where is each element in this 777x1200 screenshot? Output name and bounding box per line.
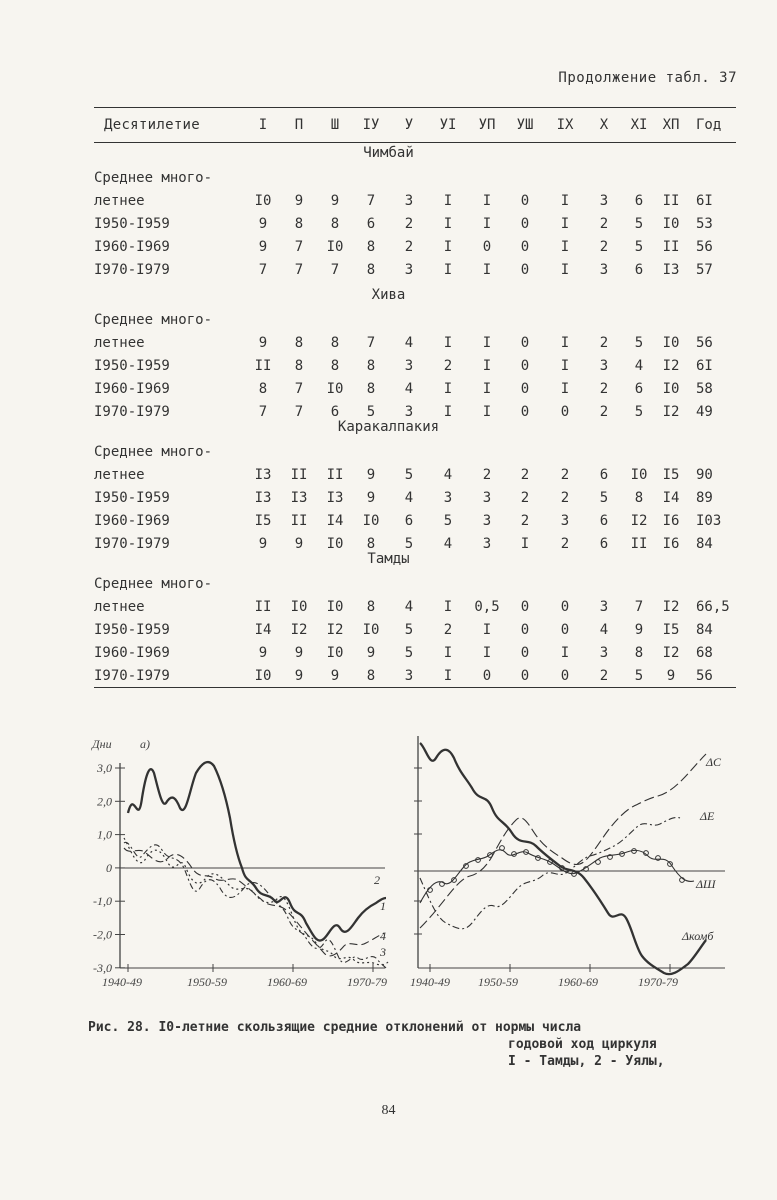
table-cell: 2 (599, 239, 609, 255)
year-total-cell: 90 (696, 467, 713, 483)
right-curve-label-komb: Δкомб (682, 929, 714, 943)
table-cell: I (482, 193, 492, 209)
table-cell: 5 (634, 216, 644, 232)
table-cell: I (443, 239, 453, 255)
table-cell: I0 (254, 668, 272, 684)
table-cell: I0 (662, 381, 680, 397)
region-heading: Тамды (367, 551, 410, 567)
table-cell: I (482, 404, 492, 420)
table-cell: 9 (294, 668, 304, 684)
table-cell: 0 (520, 404, 530, 420)
year-total-cell: 6I (696, 358, 713, 374)
x-tick-label: 1940-49 (410, 975, 450, 989)
table-cell: 7 (634, 599, 644, 615)
table-cell: 5 (634, 668, 644, 684)
month-column-header: П (294, 117, 304, 133)
table-cell: 5 (599, 490, 609, 506)
continuation-note: Продолжение табл. 37 (558, 70, 737, 86)
table-top-rule (94, 107, 736, 108)
year-total-cell: 89 (696, 490, 713, 506)
table-cell: 2 (404, 239, 414, 255)
table-cell: I (482, 645, 492, 661)
table-cell: 3 (404, 358, 414, 374)
table-cell: I2 (326, 622, 344, 638)
month-column-header: XI (630, 117, 648, 133)
left-curve-label-1: 1 (380, 899, 386, 913)
table-cell: I (443, 645, 453, 661)
table-cell: 0 (520, 668, 530, 684)
y-tick-label: 2,0 (97, 794, 112, 809)
table-cell: I (560, 335, 570, 351)
caption-line-1: Рис. 28. I0-летние скользящие средние отклонений от нормы числа (88, 1020, 582, 1035)
table-cell: 0 (560, 668, 570, 684)
month-column-header: УП (478, 117, 496, 133)
year-total-cell: 84 (696, 536, 713, 552)
table-cell: 0 (520, 622, 530, 638)
table-cell: I (443, 193, 453, 209)
x-tick-label: 1940-49 (102, 975, 142, 989)
month-column-header: У (404, 117, 414, 133)
table-cell: I2 (290, 622, 308, 638)
table-cell: 2 (599, 335, 609, 351)
table-cell: 8 (634, 490, 644, 506)
table-cell: 2 (520, 490, 530, 506)
figure-chart (0, 728, 777, 998)
y-tick-label: 1,0 (97, 827, 112, 842)
table-cell: I0 (326, 645, 344, 661)
table-cell: 8 (366, 381, 376, 397)
table-cell: 7 (294, 381, 304, 397)
decade-column-header: Десятилетие (104, 117, 201, 133)
table-cell: I0 (662, 335, 680, 351)
table-cell: I (443, 404, 453, 420)
table-cell: 8 (634, 645, 644, 661)
right-curve-label-c: ΔC (706, 755, 722, 769)
table-cell: 2 (560, 536, 570, 552)
table-cell: 3 (599, 193, 609, 209)
table-cell: I (443, 335, 453, 351)
table-cell: 8 (258, 381, 268, 397)
month-column-header: Ш (330, 117, 340, 133)
table-cell: 8 (366, 668, 376, 684)
table-cell: 9 (294, 536, 304, 552)
table-cell: 2 (599, 668, 609, 684)
table-cell: 5 (634, 239, 644, 255)
table-cell: I (482, 335, 492, 351)
table-cell: 4 (404, 335, 414, 351)
caption-line-3: I - Тамды, 2 - Уялы, (508, 1054, 665, 1069)
table-cell: 8 (366, 599, 376, 615)
table-cell: 4 (443, 536, 453, 552)
table-cell: I0 (630, 467, 648, 483)
table-header-rule (94, 142, 736, 143)
row-label: Среднее много- (94, 170, 213, 186)
table-cell: I (482, 381, 492, 397)
caption-line-2: годовой ход циркуля (508, 1037, 657, 1052)
table-cell: 3 (404, 668, 414, 684)
table-cell: I0 (290, 599, 308, 615)
table-cell: 0 (482, 239, 492, 255)
table-cell: I3 (662, 262, 680, 278)
table-cell: 7 (366, 335, 376, 351)
table-cell: I4 (662, 490, 680, 506)
table-cell: I6 (662, 536, 680, 552)
table-cell: 4 (404, 381, 414, 397)
row-label: I960-I969 (94, 513, 170, 529)
table-cell: I3 (254, 490, 272, 506)
year-total-cell: 53 (696, 216, 713, 232)
table-cell: 4 (404, 490, 414, 506)
month-column-header: XП (662, 117, 680, 133)
table-cell: 5 (443, 513, 453, 529)
table-cell: 3 (443, 490, 453, 506)
table-cell: 6 (634, 262, 644, 278)
table-cell: I0 (326, 599, 344, 615)
table-cell: II (662, 193, 680, 209)
table-cell: 0 (520, 645, 530, 661)
table-cell: 9 (366, 645, 376, 661)
row-label: Среднее много- (94, 312, 213, 328)
table-cell: II (630, 536, 648, 552)
row-label: I960-I969 (94, 645, 170, 661)
right-panel (410, 736, 725, 989)
table-cell: 0 (520, 262, 530, 278)
row-label: I950-I959 (94, 490, 170, 506)
table-cell: II (662, 239, 680, 255)
table-cell: I2 (662, 404, 680, 420)
table-cell: 7 (294, 239, 304, 255)
table-cell: I0 (254, 193, 272, 209)
table-cell: I0 (326, 536, 344, 552)
left-curve-1 (124, 848, 384, 956)
left-curve-3 (124, 838, 388, 965)
table-cell: 0 (520, 239, 530, 255)
right-curve-label-e: ΔE (700, 809, 715, 823)
table-cell: 0 (560, 622, 570, 638)
table-cell: I2 (662, 358, 680, 374)
table-cell: 0 (520, 381, 530, 397)
table-cell: II (254, 358, 272, 374)
left-panel (91, 737, 388, 989)
curve-marker (596, 860, 601, 865)
row-label: летнее (94, 599, 145, 615)
table-cell: 4 (443, 467, 453, 483)
table-cell: I5 (254, 513, 272, 529)
left-curve-label-2: 2 (374, 873, 380, 887)
y-tick-label: -3,0 (93, 960, 112, 975)
table-cell: 9 (258, 239, 268, 255)
year-total-cell: I03 (696, 513, 722, 529)
table-cell: 3 (599, 599, 609, 615)
table-cell: I0 (662, 216, 680, 232)
x-tick-label: 1960-69 (267, 975, 307, 989)
table-cell: I3 (290, 490, 308, 506)
table-cell: 2 (560, 490, 570, 506)
table-cell: 9 (330, 193, 340, 209)
x-tick-label: 1970-79 (347, 975, 387, 989)
table-cell: 9 (258, 216, 268, 232)
table-cell: 7 (294, 262, 304, 278)
page-number: 84 (381, 1103, 396, 1118)
x-tick-label: 1950-59 (478, 975, 518, 989)
table-cell: II (290, 467, 308, 483)
table-cell: I (560, 358, 570, 374)
left-curve-label-3: 3 (380, 945, 386, 959)
table-cell: 5 (404, 645, 414, 661)
table-cell: 2 (443, 622, 453, 638)
row-label: летнее (94, 193, 145, 209)
table-bottom-rule (94, 687, 736, 688)
table-cell: 2 (560, 467, 570, 483)
table-cell: I (443, 381, 453, 397)
table-cell: 8 (294, 358, 304, 374)
table-cell: 8 (366, 536, 376, 552)
table-cell: 6 (599, 467, 609, 483)
month-column-header: IX (556, 117, 574, 133)
table-cell: 2 (443, 358, 453, 374)
right-curve-sh-markers (428, 846, 685, 893)
table-cell: 8 (330, 358, 340, 374)
table-cell: I0 (362, 622, 380, 638)
table-cell: I (560, 262, 570, 278)
table-cell: 7 (258, 262, 268, 278)
y-tick-label: -1,0 (93, 894, 112, 909)
row-label: I950-I959 (94, 622, 170, 638)
row-label: I970-I979 (94, 536, 170, 552)
table-cell: 6 (634, 193, 644, 209)
year-total-cell: 49 (696, 404, 713, 420)
row-label: I960-I969 (94, 239, 170, 255)
table-cell: 0 (482, 668, 492, 684)
y-tick-label: -2,0 (93, 927, 112, 942)
table-cell: I2 (662, 599, 680, 615)
table-cell: 0 (520, 193, 530, 209)
row-label: летнее (94, 335, 145, 351)
month-column-header: IУ (362, 117, 380, 133)
table-cell: 5 (404, 467, 414, 483)
table-cell: 7 (294, 404, 304, 420)
table-cell: 9 (294, 193, 304, 209)
year-total-cell: 58 (696, 381, 713, 397)
table-cell: 6 (634, 381, 644, 397)
table-cell: 4 (599, 622, 609, 638)
row-label: I950-I959 (94, 216, 170, 232)
table-cell: 7 (330, 262, 340, 278)
table-cell: 5 (404, 622, 414, 638)
table-cell: II (254, 599, 272, 615)
table-cell: 9 (366, 490, 376, 506)
row-label: I970-I979 (94, 404, 170, 420)
table-cell: 4 (634, 358, 644, 374)
table-cell: 6 (404, 513, 414, 529)
table-cell: 8 (294, 335, 304, 351)
table-cell: 2 (599, 216, 609, 232)
row-label: I950-I959 (94, 358, 170, 374)
table-cell: I (443, 216, 453, 232)
table-cell: II (290, 513, 308, 529)
table-cell: 8 (366, 239, 376, 255)
table-cell: 5 (366, 404, 376, 420)
table-cell: 0 (520, 216, 530, 232)
table-cell: 6 (330, 404, 340, 420)
left-curve-label-4: 4 (380, 929, 386, 943)
table-cell: 9 (366, 467, 376, 483)
table-cell: 6 (366, 216, 376, 232)
table-cell: I (443, 262, 453, 278)
table-cell: 0 (560, 404, 570, 420)
table-cell: 3 (482, 490, 492, 506)
year-total-cell: 56 (696, 668, 713, 684)
y-tick-label: 0 (106, 860, 112, 875)
right-curve-sh (420, 850, 694, 903)
left-panel-label: а) (140, 737, 150, 751)
table-cell: I6 (662, 513, 680, 529)
table-cell: I (560, 193, 570, 209)
table-cell: 3 (482, 513, 492, 529)
year-column-header: Год (696, 117, 722, 133)
year-total-cell: 57 (696, 262, 713, 278)
table-cell: 2 (404, 216, 414, 232)
right-curve-c (420, 754, 706, 928)
table-cell: 9 (330, 668, 340, 684)
row-label: I960-I969 (94, 381, 170, 397)
month-column-header: УШ (516, 117, 534, 133)
region-heading: Чимбай (363, 145, 414, 161)
region-heading: Каракалпакия (337, 419, 440, 435)
table-cell: 0 (560, 599, 570, 615)
x-tick-label: 1960-69 (558, 975, 598, 989)
table-cell: I (520, 536, 530, 552)
table-cell: 0 (520, 358, 530, 374)
y-tick-label: 3,0 (97, 761, 112, 775)
table-cell: 9 (258, 536, 268, 552)
table-cell: I2 (630, 513, 648, 529)
table-cell: 3 (404, 193, 414, 209)
month-column-header: X (599, 117, 609, 133)
table-cell: 8 (330, 335, 340, 351)
table-cell: 6 (599, 536, 609, 552)
table-cell: 2 (520, 467, 530, 483)
table-cell: 8 (294, 216, 304, 232)
table-cell: I3 (326, 490, 344, 506)
table-cell: I (560, 381, 570, 397)
table-cell: 3 (599, 645, 609, 661)
table-cell: I4 (326, 513, 344, 529)
table-cell: 0,5 (474, 599, 500, 615)
table-cell: 0 (520, 335, 530, 351)
table-cell: II (326, 467, 344, 483)
table-cell: I5 (662, 467, 680, 483)
table-cell: 9 (258, 335, 268, 351)
table-cell: 5 (634, 404, 644, 420)
table-cell: I (560, 645, 570, 661)
table-cell: 2 (520, 513, 530, 529)
year-total-cell: 56 (696, 239, 713, 255)
table-cell: 9 (258, 645, 268, 661)
table-cell: I (482, 622, 492, 638)
table-cell: 3 (404, 404, 414, 420)
left-y-axis-label: Дни (92, 737, 112, 751)
table-cell: 3 (599, 358, 609, 374)
table-cell: I2 (662, 645, 680, 661)
table-cell: 3 (560, 513, 570, 529)
table-cell: 2 (599, 381, 609, 397)
row-label: Среднее много- (94, 576, 213, 592)
month-column-header: I (258, 117, 268, 133)
table-cell: I3 (254, 467, 272, 483)
table-cell: I (443, 599, 453, 615)
table-cell: 7 (366, 193, 376, 209)
table-cell: I0 (326, 381, 344, 397)
table-cell: I0 (362, 513, 380, 529)
month-column-header: УI (439, 117, 457, 133)
x-tick-label: 1970-79 (638, 975, 678, 989)
table-cell: I (482, 358, 492, 374)
table-cell: I (560, 216, 570, 232)
table-cell: 6 (599, 513, 609, 529)
year-total-cell: 84 (696, 622, 713, 638)
table-cell: 8 (366, 262, 376, 278)
table-cell: I (482, 216, 492, 232)
table-cell: 9 (666, 668, 676, 684)
table-cell: I0 (326, 239, 344, 255)
row-label: I970-I979 (94, 668, 170, 684)
year-total-cell: 66,5 (696, 599, 730, 615)
table-cell: I5 (662, 622, 680, 638)
left-curve-2 (128, 762, 386, 941)
year-total-cell: 6I (696, 193, 713, 209)
table-cell: 2 (599, 404, 609, 420)
year-total-cell: 68 (696, 645, 713, 661)
table-cell: 3 (482, 536, 492, 552)
table-cell: 2 (482, 467, 492, 483)
table-cell: 5 (634, 335, 644, 351)
right-curve-label-sh: ΔШ (696, 877, 716, 891)
x-tick-label: 1950-59 (187, 975, 227, 989)
table-cell: 7 (258, 404, 268, 420)
row-label: Среднее много- (94, 444, 213, 460)
table-cell: 8 (330, 216, 340, 232)
table-cell: 9 (294, 645, 304, 661)
table-cell: I4 (254, 622, 272, 638)
year-total-cell: 56 (696, 335, 713, 351)
table-cell: 9 (634, 622, 644, 638)
table-cell: I (560, 239, 570, 255)
table-cell: I (482, 262, 492, 278)
region-heading: Хива (371, 287, 406, 303)
table-cell: 0 (520, 599, 530, 615)
row-label: I970-I979 (94, 262, 170, 278)
table-cell: 8 (366, 358, 376, 374)
table-cell: 3 (404, 262, 414, 278)
table-cell: 5 (404, 536, 414, 552)
row-label: летнее (94, 467, 145, 483)
table-cell: I (443, 668, 453, 684)
table-cell: 3 (599, 262, 609, 278)
table-cell: 4 (404, 599, 414, 615)
